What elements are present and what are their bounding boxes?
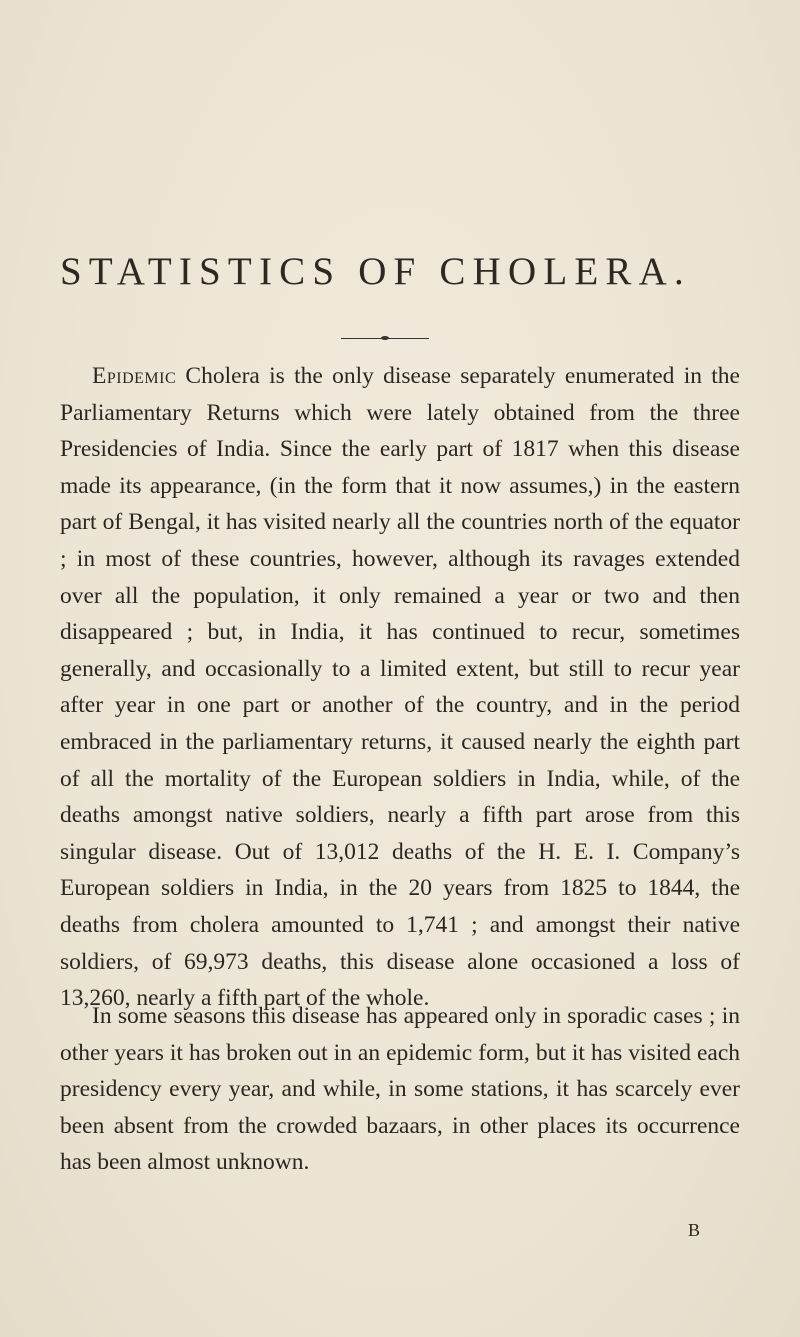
paragraph-intro-text: Cholera is the only disease separately enumerated in the Parliamentary Returns which were lately obtained from the three Presidencies of India. Since the early part of 1817 when this disease made its appearance, (in the form that it now assumes,) in the eastern part of Bengal, it has visited nearly all the countries north of the equator ; in most of these countries, however, although its ravages extended over all the population, it only remained a year or two and then disappeared ; but, in India, it has continued to recur, sometimes generally, and occasionally to a limited extent, but still to recur year after year in one part or another of the country, and in the period embraced in the parliamentary returns, it caused nearly the eighth part of all the mortality of the European soldiers in India, while, of the deaths amongst native soldiers, nearly a fifth part arose from this singular disease. Out of 13,012 deaths of the H. E. I. Company’s European soldiers in India, in the 20 years from 1825 to 1844, the deaths from cholera amounted to 1,741 ; and amongst their native soldiers, of 69,973 deaths, this disease alone occasioned a loss of 13,260, nearly a fifth part of the whole. bbox=[60, 363, 740, 1012]
signature-mark: B bbox=[688, 1220, 701, 1240]
ornamental-rule bbox=[341, 338, 429, 339]
paragraph-seasons bbox=[60, 998, 740, 1181]
paragraph-seasons-text: In some seasons this disease has appeared only in sporadic cases ; in other years it has broken out in an epidemic form, but it has visited each presidency every year, and while, in some stations, it has scarcely ever been absent from the crowded bazaars, in other places its occurrence has been almost unknown. bbox=[60, 1003, 740, 1176]
paragraph-intro bbox=[60, 358, 740, 1017]
paragraph-first-word: Epidemic bbox=[92, 363, 177, 389]
page-title: STATISTICS OF CHOLERA. bbox=[60, 250, 691, 293]
